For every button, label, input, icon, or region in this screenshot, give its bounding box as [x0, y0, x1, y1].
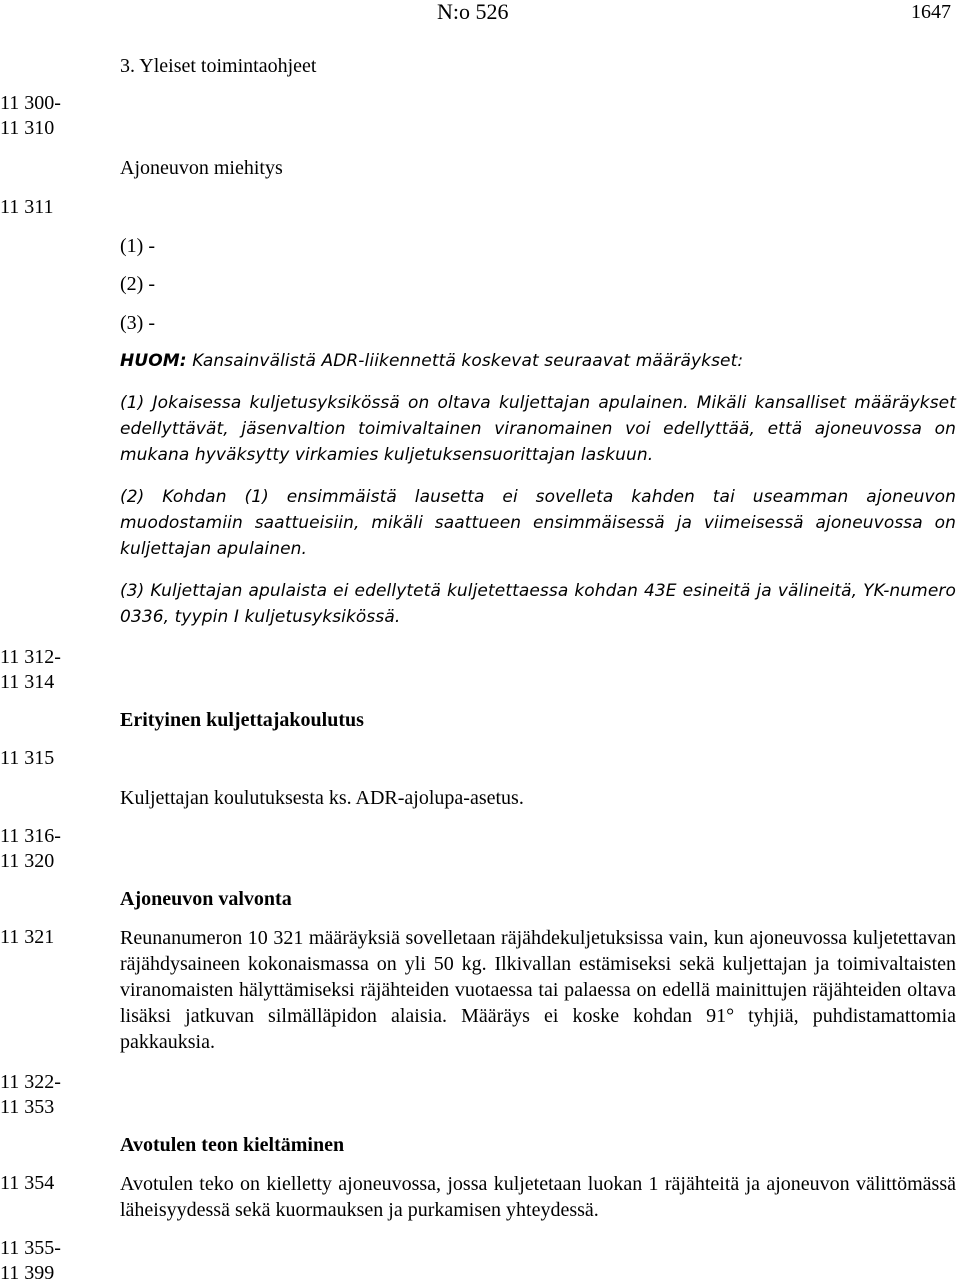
page-number: 1647	[911, 1, 951, 23]
paragraph-1: (1) Jokaisessa kuljetusyksikössä on oltava kuljettajan apulainen. Mikäli kansalliset määräykset edellyttävät, jäsenvaltion toimivaltainen viranomainen voi edellyttää, että ajoneuvossa on mukana hyväksytty virkamies kuljetuksensuorittajan laskuun.	[120, 393, 956, 465]
margin-number: 11 321	[0, 926, 55, 948]
margin-number: 11 355- 11 399	[0, 1237, 61, 1284]
huom-note	[120, 348, 743, 374]
paragraph-2: (2) Kohdan (1) ensimmäistä lausetta ei sovelleta kahden tai useamman ajoneuvon muodostamiin saattueisiin, mikäli saattueen ensimmäisessä ja viimeisessä ajoneuvossa on kuljettajan apulainen.	[120, 487, 956, 559]
section-heading-miehitys: Ajoneuvon miehitys	[120, 157, 283, 179]
chapter-title: 3. Yleiset toimintaohjeet	[120, 55, 317, 77]
avotuli-text: Avotulen teko on kielletty ajoneuvossa, jossa kuljetetaan luokan 1 räjähteitä ja ajoneuvon välittömässä läheisyydessä sekä kuormauksen ja purkamisen yhteydessä.	[120, 1173, 956, 1221]
margin-number: 11 300- 11 310	[0, 92, 61, 139]
list-item: (2) -	[120, 273, 155, 295]
margin-number: 11 354	[0, 1172, 55, 1194]
margin-number: 11 322- 11 353	[0, 1071, 61, 1118]
margin-number: 11 315	[0, 747, 55, 769]
list-item: (1) -	[120, 235, 155, 257]
section-heading-valvonta: Ajoneuvon valvonta	[120, 888, 292, 910]
section-heading-avotuli: Avotulen teon kieltäminen	[120, 1134, 345, 1156]
margin-number: 11 311	[0, 196, 54, 218]
issue-number: N:o 526	[437, 0, 509, 24]
huom-label: HUOM:	[120, 351, 187, 371]
koulutus-text: Kuljettajan koulutuksesta ks. ADR-ajolupa-asetus.	[120, 787, 524, 809]
valvonta-text: Reunanumeron 10 321 määräyksiä sovelletaan räjähdekuljetuksissa vain, kun ajoneuvossa kuljetettavan räjähdysaineen kokonaismassa on yli 50 kg. Ilkivallan estämiseksi sekä kuljettajan ja toimivaltaisten viranomaisten hälyttämiseksi räjähteiden vuotaessa tai palaessa on edellä mainittujen räjähteiden oltava lisäksi jatkuvan silmälläpidon alaisia. Määräys ei koske kohdan 91° tyhjiä, puhdistamattomia pakkauksia.	[120, 927, 956, 1053]
section-heading-koulutus: Erityinen kuljettajakoulutus	[120, 709, 364, 731]
paragraph-3: (3) Kuljettajan apulaista ei edellytetä kuljetettaessa kohdan 43E esineitä ja välineitä, YK-numero 0336, tyypin I kuljetusyksikössä.	[120, 581, 956, 627]
margin-number: 11 312- 11 314	[0, 646, 61, 693]
margin-number: 11 316- 11 320	[0, 825, 61, 872]
huom-text: Kansainvälistä ADR-liikennettä koskevat seuraavat määräykset:	[186, 351, 744, 371]
list-item: (3) -	[120, 312, 155, 334]
